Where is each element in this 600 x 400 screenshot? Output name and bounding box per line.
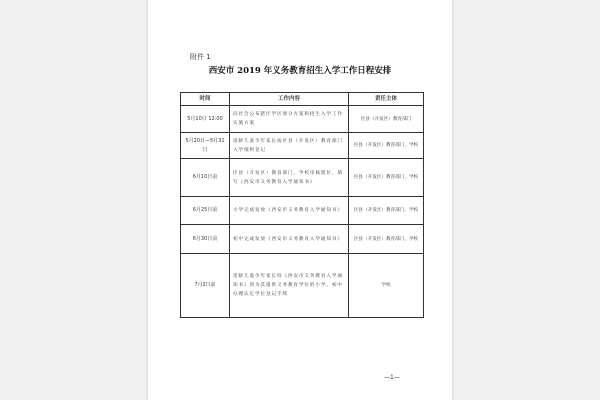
- cell-party: 区县（开发区）教育部门、学校: [349, 133, 424, 159]
- table-row: [181, 159, 424, 197]
- document-title: 西安市 2019 年义务教育招生入学工作日程安排: [208, 66, 392, 76]
- table-header-row: [181, 93, 424, 106]
- cell-party: 区县（开发区）教育部门、学校: [349, 159, 424, 197]
- cell-content: 向社会公布辖区学区划分方案和招生入学工作实施方案: [230, 106, 349, 133]
- cell-content: 初中完成发放《西安市义务教育入学通知书》: [230, 225, 349, 254]
- schedule-table: [180, 92, 424, 318]
- table-row: [181, 225, 424, 254]
- cell-time: 5月10日 12:00: [181, 106, 230, 133]
- appendix-label: 附件 1: [190, 53, 211, 61]
- page-number: —1—: [384, 374, 400, 381]
- table-row: [181, 197, 424, 225]
- cell-content: 小学完成发放《西安市义务教育入学通知书》: [230, 197, 349, 225]
- cell-party: 学校: [349, 254, 424, 318]
- table-row: [181, 254, 424, 318]
- header-content: 工作内容: [230, 93, 349, 106]
- cell-time: 5月20日—5月31日: [181, 133, 230, 159]
- cell-time: 6月10日前: [181, 159, 230, 197]
- header-party: 责任主体: [349, 93, 424, 106]
- cell-party: 区县（开发区）教育部门、学校: [349, 225, 424, 254]
- cell-party: 区县（开发区）教育部门: [349, 106, 424, 133]
- cell-content: 适龄儿童少年家长按区县（开发区）教育部门入学细则登记: [230, 133, 349, 159]
- cell-content: 区县（开发区）教育部门、学校审核派位，填写《西安市义务教育入学通知书》: [230, 159, 349, 197]
- table-row: [181, 106, 424, 133]
- cell-party: 区县（开发区）教育部门、学校: [349, 197, 424, 225]
- header-time: 时间: [181, 93, 230, 106]
- cell-time: 7月2日前: [181, 254, 230, 318]
- cell-content: 适龄儿童少年家长持《西安市义务教育入学通知书》到为其提供义务教育学位的小学、初中办理认定学位登记手续: [230, 254, 349, 318]
- cell-time: 6月25日前: [181, 197, 230, 225]
- table-row: [181, 133, 424, 159]
- cell-time: 6月30日前: [181, 225, 230, 254]
